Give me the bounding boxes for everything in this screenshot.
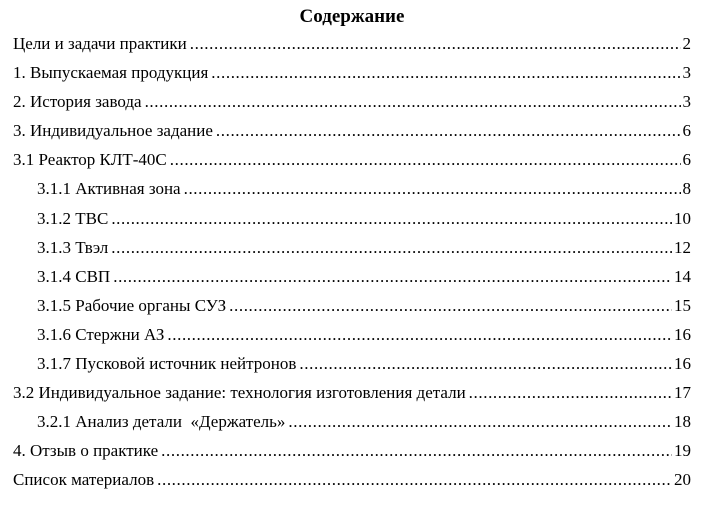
toc-entry[interactable] [13, 262, 691, 291]
toc-entry-label: 3.1.3 Твэл [37, 237, 109, 257]
toc-entry[interactable] [13, 291, 691, 320]
toc-dot-leader [296, 349, 672, 378]
toc-entry-label: 1. Выпускаемая продукция [13, 63, 209, 83]
toc-dot-leader [213, 116, 681, 145]
toc-entry[interactable] [13, 407, 691, 436]
toc-dot-leader [142, 87, 681, 116]
toc-dot-leader [285, 407, 672, 436]
toc-entry[interactable] [13, 378, 691, 407]
toc-entry-label: 3.1.5 Рабочие органы СУЗ [37, 295, 227, 315]
toc-dot-leader [154, 465, 672, 494]
toc-entry-page-number: 16 [674, 324, 691, 344]
toc-entry[interactable] [13, 58, 691, 87]
page-title: Содержание [299, 6, 405, 27]
toc-entry[interactable] [13, 320, 691, 349]
toc-entry-page-number: 14 [674, 266, 691, 286]
toc-dot-leader [208, 58, 680, 87]
toc-entry-label: 3.1.6 Стержни АЗ [37, 324, 165, 344]
toc-entry[interactable] [13, 204, 691, 233]
toc-entry-label: 4. Отзыв о практике [13, 441, 159, 461]
toc-entry-label: 3. Индивидуальное задание [13, 121, 213, 141]
toc-dot-leader [181, 174, 681, 203]
toc-entry-label: 3.1 Реактор КЛТ-40С [13, 150, 167, 170]
toc-entry-label: Цели и задачи практики [13, 34, 187, 53]
toc-entry-page-number: 15 [674, 295, 691, 315]
toc-entry-label: 2. История завода [13, 92, 142, 112]
toc-entry-page-number: 17 [674, 383, 691, 403]
toc-entry-page-number: 2 [682, 34, 691, 53]
toc-entry-label: 3.1.2 ТВС [37, 208, 109, 228]
toc-entry[interactable] [13, 116, 691, 145]
toc-entry[interactable] [13, 87, 691, 116]
toc-entry-label: 3.1.1 Активная зона [37, 179, 181, 199]
toc-entry[interactable] [13, 29, 691, 58]
toc-dot-leader [187, 29, 681, 58]
toc-entry-page-number: 18 [674, 412, 691, 432]
toc-dot-leader [226, 291, 672, 320]
toc-dot-leader [110, 262, 672, 291]
toc-entry[interactable] [13, 233, 691, 262]
toc-entry-label: 3.2 Индивидуальное задание: технология изготовления детали [13, 383, 466, 403]
toc-entry[interactable] [13, 349, 691, 378]
toc-entry-page-number: 3 [682, 63, 691, 83]
toc-dot-leader [466, 378, 672, 407]
toc-entry-page-number: 6 [682, 150, 691, 170]
toc-entry-page-number: 20 [674, 470, 691, 490]
toc-entry-page-number: 19 [674, 441, 691, 461]
toc-dot-leader [164, 320, 672, 349]
toc-entry[interactable] [13, 174, 691, 203]
toc-entry-label: 3.1.4 СВП [37, 266, 111, 286]
toc-entry[interactable] [13, 465, 691, 494]
toc-entry-label: Список материалов [13, 470, 155, 490]
toc-entry-page-number: 8 [682, 179, 691, 199]
toc-dot-leader [108, 233, 672, 262]
toc-entry-page-number: 6 [682, 121, 691, 141]
toc-entry-page-number: 10 [674, 208, 691, 228]
toc-entry-label: 3.2.1 Анализ детали «Держатель» [37, 412, 286, 432]
toc-dot-leader [108, 204, 672, 233]
toc-entry[interactable] [13, 436, 691, 465]
toc-entry-page-number: 12 [674, 237, 691, 257]
toc-dot-leader [158, 436, 672, 465]
toc-list [13, 29, 691, 495]
toc-entry-page-number: 16 [674, 354, 691, 374]
toc-entry-page-number: 3 [682, 92, 691, 112]
toc-dot-leader [167, 145, 681, 174]
toc-entry-label: 3.1.7 Пусковой источник нейтронов [37, 354, 297, 374]
toc-entry[interactable] [13, 145, 691, 174]
